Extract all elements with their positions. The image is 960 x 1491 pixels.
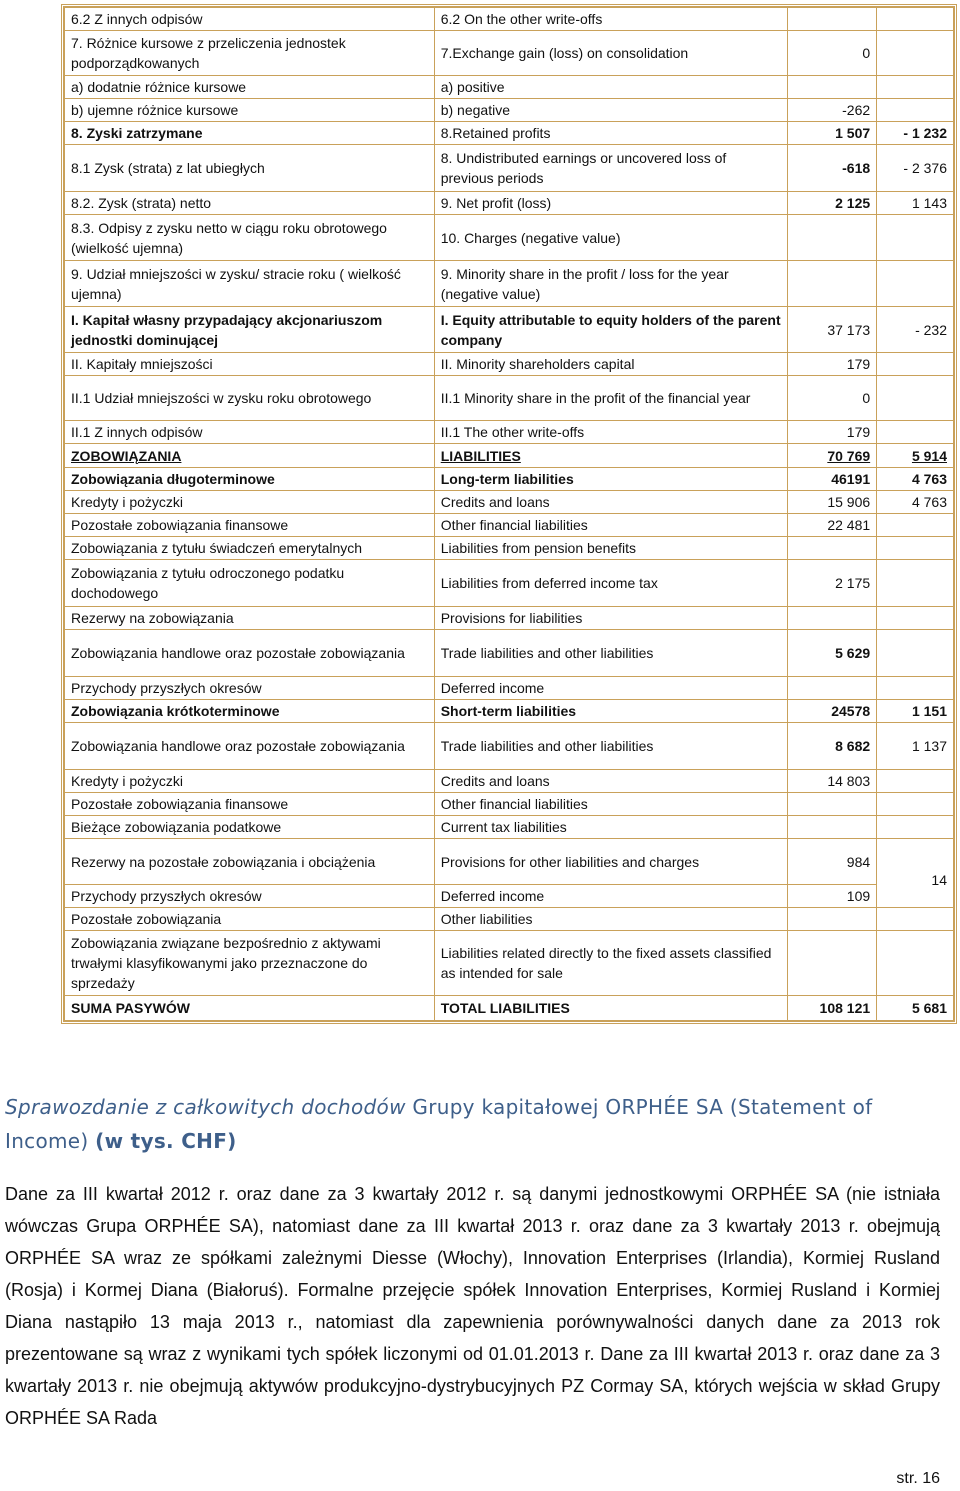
- table-row: [65, 677, 954, 700]
- value-current: 109: [788, 885, 877, 908]
- pl-label: Bieżące zobowiązania podatkowe: [65, 816, 435, 839]
- en-label: Other liabilities: [434, 908, 787, 931]
- table-row: [65, 8, 954, 31]
- value-prior: [877, 630, 954, 677]
- table-row: [65, 145, 954, 192]
- section-title-rest: Grupy kapitałowej ORPHÉE SA (Statement of Income): [5, 1095, 873, 1153]
- en-label: I. Equity attributable to equity holders of the parent company: [434, 307, 787, 353]
- en-label: 9. Net profit (loss): [434, 192, 787, 215]
- value-prior: 14: [877, 839, 954, 908]
- pl-label: 8.1 Zysk (strata) z lat ubiegłych: [65, 145, 435, 192]
- value-current: 14 803: [788, 770, 877, 793]
- value-current: [788, 816, 877, 839]
- en-label: Other financial liabilities: [434, 514, 787, 537]
- value-prior: [877, 537, 954, 560]
- table-row: [65, 307, 954, 353]
- table-row: [65, 908, 954, 931]
- value-current: [788, 908, 877, 931]
- balance-sheet-table: [61, 4, 957, 1024]
- value-prior: [877, 514, 954, 537]
- value-prior: [877, 421, 954, 444]
- value-current: [788, 931, 877, 996]
- table-row: [65, 261, 954, 307]
- value-prior: - 2 376: [877, 145, 954, 192]
- value-prior: 4 763: [877, 468, 954, 491]
- value-prior: 4 763: [877, 491, 954, 514]
- value-prior: [877, 793, 954, 816]
- en-label: Deferred income: [434, 885, 787, 908]
- value-current: [788, 607, 877, 630]
- en-label: 6.2 On the other write-offs: [434, 8, 787, 31]
- table-row: [65, 723, 954, 770]
- pl-label: Zobowiązania z tytułu świadczeń emerytalnych: [65, 537, 435, 560]
- en-label: II.1 The other write-offs: [434, 421, 787, 444]
- pl-label: Kredyty i pożyczki: [65, 770, 435, 793]
- en-label: 8.Retained profits: [434, 122, 787, 145]
- en-label: 8. Undistributed earnings or uncovered loss of previous periods: [434, 145, 787, 192]
- value-current: -618: [788, 145, 877, 192]
- value-current: 0: [788, 31, 877, 76]
- en-label: Short-term liabilities: [434, 700, 787, 723]
- table-row: [65, 444, 954, 468]
- value-prior: [877, 931, 954, 996]
- pl-label: Pozostałe zobowiązania finansowe: [65, 514, 435, 537]
- value-current: 179: [788, 353, 877, 376]
- table-row: [65, 607, 954, 630]
- en-label: Deferred income: [434, 677, 787, 700]
- table-row: [65, 700, 954, 723]
- value-current: 37 173: [788, 307, 877, 353]
- en-label: 9. Minority share in the profit / loss for the year (negative value): [434, 261, 787, 307]
- en-label: II. Minority shareholders capital: [434, 353, 787, 376]
- value-prior: - 232: [877, 307, 954, 353]
- value-current: 984: [788, 839, 877, 885]
- en-label: Other financial liabilities: [434, 793, 787, 816]
- value-prior: 1 151: [877, 700, 954, 723]
- en-label: Trade liabilities and other liabilities: [434, 630, 787, 677]
- table-row: [65, 99, 954, 122]
- table-row: [65, 468, 954, 491]
- value-prior: [877, 908, 954, 931]
- table-row: [65, 885, 954, 908]
- value-current: 5 629: [788, 630, 877, 677]
- en-label: Credits and loans: [434, 491, 787, 514]
- value-prior: [877, 261, 954, 307]
- value-prior: [877, 31, 954, 76]
- table-row: [65, 793, 954, 816]
- value-current: 2 175: [788, 560, 877, 607]
- page-number: str. 16: [896, 1470, 940, 1487]
- value-prior: - 1 232: [877, 122, 954, 145]
- pl-label: Zobowiązania handlowe oraz pozostałe zobowiązania: [65, 630, 435, 677]
- pl-label: I. Kapitał własny przypadający akcjonariuszom jednostki dominującej: [65, 307, 435, 353]
- pl-label: Pozostałe zobowiązania finansowe: [65, 793, 435, 816]
- pl-label: Kredyty i pożyczki: [65, 491, 435, 514]
- value-prior: [877, 607, 954, 630]
- pl-label: Zobowiązania związane bezpośrednio z aktywami trwałymi klasyfikowanymi jako przeznaczone do sprzedaży: [65, 931, 435, 996]
- table-row: [65, 537, 954, 560]
- pl-label: 8.3. Odpisy z zysku netto w ciągu roku obrotowego (wielkość ujemna): [65, 215, 435, 261]
- body-paragraph: Dane za III kwartał 2012 r. oraz dane za 3 kwartały 2012 r. są danymi jednostkowymi ORPHÉE SA (nie istniała wówczas Grupa ORPHÉE SA), natomiast dane za III kwartał 2013 r. oraz dane za 3 kwartały 2013 r. obejmują ORPHÉE SA wraz ze spółkami zależnymi Diesse (Włochy), Innovation Enterprises (Irlandia), Kormiej Rusland (Rosja) i Kormej Diana (Białoruś). Formalne przejęcie spółek Innovation Enterprises, Kormiej Rusland i Kormiej Diana nastąpiło 13 maja 2013 r., natomiast dla zapewnienia porównywalności danych dane za 2013 rok prezentowane są wraz z wynikami tych spółek liczonymi od 01.01.2013 r. Dane za III kwartał 2013 r. oraz dane za 3 kwartały 2013 r. nie obejmują aktywów produkcyjno-dystrybucyjnych PZ Cormay SA, których wejścia w skład Grupy ORPHÉE SA Rada: [5, 1184, 940, 1428]
- value-current: 0: [788, 376, 877, 421]
- table-row: [65, 770, 954, 793]
- value-prior: [877, 353, 954, 376]
- en-label: Liabilities from pension benefits: [434, 537, 787, 560]
- pl-label: 9. Udział mniejszości w zysku/ stracie roku ( wielkość ujemna): [65, 261, 435, 307]
- section-title: [5, 1090, 950, 1158]
- pl-label: II. Kapitały mniejszości: [65, 353, 435, 376]
- pl-label: Zobowiązania krótkoterminowe: [65, 700, 435, 723]
- pl-label: Rezerwy na pozostałe zobowiązania i obciążenia: [65, 839, 435, 885]
- table-row: [65, 192, 954, 215]
- en-label: Provisions for liabilities: [434, 607, 787, 630]
- en-label: Trade liabilities and other liabilities: [434, 723, 787, 770]
- value-prior: [877, 376, 954, 421]
- table-row: [65, 215, 954, 261]
- pl-label: II.1 Z innych odpisów: [65, 421, 435, 444]
- pl-label: ZOBOWIĄZANIA: [65, 444, 435, 468]
- section-title-unit: (w tys. CHF): [95, 1129, 237, 1153]
- en-label: Long-term liabilities: [434, 468, 787, 491]
- value-prior: 1 143: [877, 192, 954, 215]
- pl-label: b) ujemne różnice kursowe: [65, 99, 435, 122]
- table-row: [65, 514, 954, 537]
- en-label: Provisions for other liabilities and charges: [434, 839, 787, 885]
- pl-label: 7. Różnice kursowe z przeliczenia jednostek podporządkowanych: [65, 31, 435, 76]
- value-current: [788, 793, 877, 816]
- en-label: Current tax liabilities: [434, 816, 787, 839]
- table-row: [65, 376, 954, 421]
- en-label: TOTAL LIABILITIES: [434, 996, 787, 1021]
- table-row: [65, 839, 954, 885]
- value-current: 24578: [788, 700, 877, 723]
- value-prior: [877, 770, 954, 793]
- table-row: [65, 560, 954, 607]
- en-label: Credits and loans: [434, 770, 787, 793]
- value-current: [788, 537, 877, 560]
- en-label: b) negative: [434, 99, 787, 122]
- en-label: Liabilities from deferred income tax: [434, 560, 787, 607]
- pl-label: 8.2. Zysk (strata) netto: [65, 192, 435, 215]
- table-row: [65, 76, 954, 99]
- pl-label: 6.2 Z innych odpisów: [65, 8, 435, 31]
- table-row: [65, 31, 954, 76]
- value-current: 22 481: [788, 514, 877, 537]
- table-row: [65, 491, 954, 514]
- value-prior: [877, 560, 954, 607]
- table-row: [65, 816, 954, 839]
- section-title-italic: Sprawozdanie z całkowitych dochodów: [5, 1095, 406, 1119]
- value-current: 46191: [788, 468, 877, 491]
- pl-label: 8. Zyski zatrzymane: [65, 122, 435, 145]
- value-current: [788, 677, 877, 700]
- value-current: 2 125: [788, 192, 877, 215]
- value-prior: [877, 816, 954, 839]
- table-row: [65, 122, 954, 145]
- table-row: [65, 996, 954, 1021]
- value-prior: [877, 677, 954, 700]
- pl-label: Pozostałe zobowiązania: [65, 908, 435, 931]
- pl-label: Przychody przyszłych okresów: [65, 885, 435, 908]
- en-label: 10. Charges (negative value): [434, 215, 787, 261]
- pl-label: Przychody przyszłych okresów: [65, 677, 435, 700]
- pl-label: Zobowiązania długoterminowe: [65, 468, 435, 491]
- table-row: [65, 421, 954, 444]
- pl-label: a) dodatnie różnice kursowe: [65, 76, 435, 99]
- en-label: II.1 Minority share in the profit of the financial year: [434, 376, 787, 421]
- value-prior: 5 914: [877, 444, 954, 468]
- pl-label: SUMA PASYWÓW: [65, 996, 435, 1021]
- value-current: 15 906: [788, 491, 877, 514]
- value-current: 108 121: [788, 996, 877, 1021]
- value-prior: [877, 99, 954, 122]
- pl-label: Zobowiązania z tytułu odroczonego podatku dochodowego: [65, 560, 435, 607]
- value-prior: 5 681: [877, 996, 954, 1021]
- value-current: -262: [788, 99, 877, 122]
- value-prior: 1 137: [877, 723, 954, 770]
- value-current: [788, 76, 877, 99]
- table-row: [65, 931, 954, 996]
- en-label: LIABILITIES: [434, 444, 787, 468]
- value-prior: [877, 215, 954, 261]
- value-current: 70 769: [788, 444, 877, 468]
- pl-label: Rezerwy na zobowiązania: [65, 607, 435, 630]
- pl-label: Zobowiązania handlowe oraz pozostałe zobowiązania: [65, 723, 435, 770]
- en-label: 7.Exchange gain (loss) on consolidation: [434, 31, 787, 76]
- value-prior: [877, 76, 954, 99]
- table-row: [65, 353, 954, 376]
- value-current: 8 682: [788, 723, 877, 770]
- table-row: [65, 630, 954, 677]
- value-current: [788, 215, 877, 261]
- value-current: [788, 261, 877, 307]
- en-label: a) positive: [434, 76, 787, 99]
- en-label: Liabilities related directly to the fixed assets classified as intended for sale: [434, 931, 787, 996]
- value-current: 179: [788, 421, 877, 444]
- pl-label: II.1 Udział mniejszości w zysku roku obrotowego: [65, 376, 435, 421]
- value-current: [788, 8, 877, 31]
- value-current: 1 507: [788, 122, 877, 145]
- value-prior: [877, 8, 954, 31]
